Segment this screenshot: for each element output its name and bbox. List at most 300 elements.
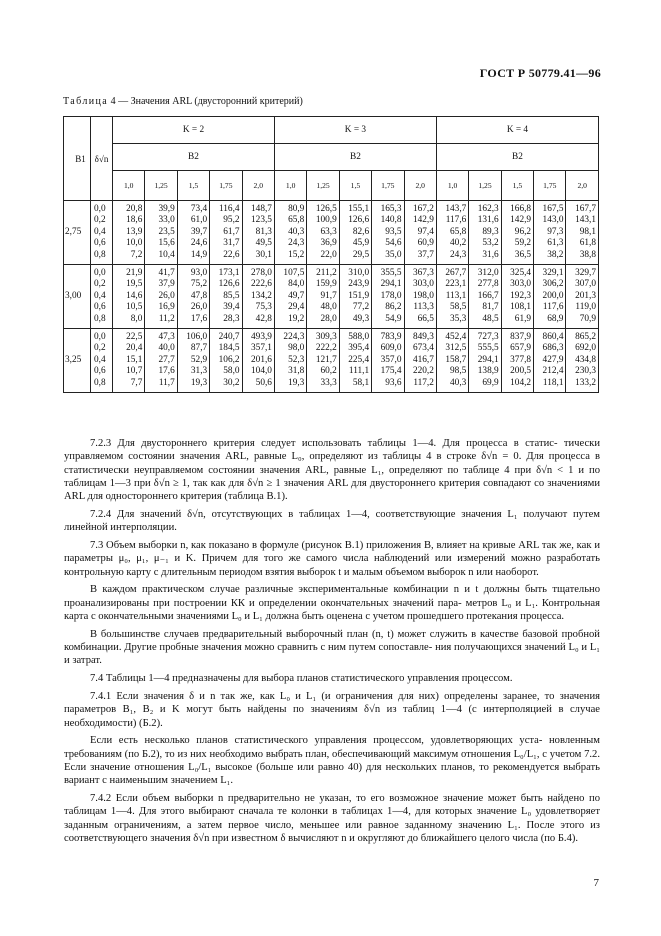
arl-value: 201,3 [575, 290, 596, 301]
arl-values-cell [372, 329, 404, 393]
arl-value: 126,5 [315, 204, 337, 214]
arl-value: 10,4 [158, 249, 175, 260]
b2-value: 2,0 [242, 171, 274, 201]
arl-values-cell [177, 201, 209, 265]
arl-values-cell [307, 329, 339, 393]
arl-value: 49,7 [288, 290, 305, 301]
delta-value: 0,2 [94, 215, 106, 226]
arl-value: 294,1 [380, 279, 402, 290]
table-row [64, 201, 599, 265]
paragraph-practical-cases [64, 583, 600, 623]
arl-value: 225,4 [348, 354, 370, 365]
delta-value: 0,6 [94, 366, 106, 377]
text-line: метров L₀ и L₁. Контрольная карта с окончательными значениями L₀ и L₁ должна быть оценена с [64, 597, 601, 623]
arl-value: 860,4 [542, 332, 564, 343]
header-row-b2 [64, 144, 599, 171]
arl-value: 865,2 [575, 332, 596, 343]
arl-value: 367,3 [412, 268, 434, 279]
arl-value: 39,9 [158, 204, 175, 214]
arl-values-cell [177, 265, 209, 329]
arl-value: 155,1 [348, 204, 370, 214]
arl-value: 24,3 [450, 249, 467, 260]
arl-value: 10,5 [126, 302, 143, 313]
delta-value: 0,0 [94, 332, 106, 343]
text-line: новленным требованиям (по Б.2), то из них необходимо выбрать план, обеспечивающий максимум [64, 735, 600, 760]
arl-value: 54,6 [385, 238, 402, 249]
b2-value: 1,25 [307, 171, 339, 201]
arl-values-cell [339, 201, 371, 265]
delta-value: 0,4 [94, 226, 106, 237]
arl-value: 16,9 [158, 302, 175, 313]
arl-value: 588,0 [348, 332, 370, 343]
arl-value: 66,5 [417, 313, 434, 324]
arl-value: 306,2 [542, 279, 564, 290]
arl-value: 167,2 [412, 204, 434, 214]
arl-value: 166,7 [477, 290, 499, 301]
arl-value: 167,7 [575, 204, 596, 214]
text-line: значение L₀ удовлетворяет заданным ограничениям, а затем первое число, меньшее или равное [64, 806, 600, 831]
arl-value: 75,2 [190, 279, 208, 290]
arl-value: 143,7 [445, 204, 467, 214]
arl-value: 113,1 [445, 290, 467, 301]
delta-values [91, 201, 113, 265]
arl-value: 48,5 [482, 313, 499, 324]
arl-value: 19,3 [190, 377, 208, 388]
arl-value: 30,1 [255, 249, 272, 260]
arl-value: 77,2 [352, 302, 370, 313]
arl-value: 45,9 [352, 238, 370, 249]
arl-value: 31,8 [288, 366, 305, 377]
arl-value: 7,7 [130, 377, 143, 388]
standard-code: ГОСТ Р 50779.41—96 [479, 66, 601, 80]
arl-value: 377,8 [510, 354, 532, 365]
paragraph-7-4-1 [64, 690, 600, 730]
arl-values-cell [501, 329, 533, 393]
text-line: значения параметров B₁, B₂ и K могут быть найдены по значениям δ√n из таблиц 1—4 (с интерполяцией [64, 691, 600, 716]
arl-value: 10,7 [126, 366, 143, 377]
table-row [64, 265, 599, 329]
arl-value: 95,2 [223, 215, 240, 226]
arl-values-cell [469, 329, 501, 393]
arl-value: 107,5 [283, 268, 305, 279]
arl-value: 48,0 [320, 302, 337, 313]
b1-header: B1 [64, 117, 91, 201]
arl-values-cell [404, 265, 436, 329]
arl-values-cell [534, 201, 566, 265]
arl-value: 303,0 [510, 279, 532, 290]
arl-values-cell [307, 265, 339, 329]
arl-value: 80,9 [288, 204, 305, 214]
delta-value: 0,8 [94, 377, 106, 388]
b2-value: 2,0 [566, 171, 599, 201]
arl-value: 29,5 [352, 249, 370, 260]
arl-values-cell [145, 265, 177, 329]
header-row-b2-values [64, 171, 599, 201]
header-row-k [64, 117, 599, 144]
arl-value: 201,6 [251, 354, 272, 365]
b2-value: 1,5 [177, 171, 209, 201]
text-line: определяют по таблице 4 при δ√n < 1 и по таблицам 1—3 при δ√n ≥ 1, так как для δ√n ≥ 1 [64, 464, 600, 489]
arl-value: 98,5 [450, 366, 467, 377]
arl-value: 63,3 [320, 226, 337, 237]
arl-value: 85,5 [223, 290, 240, 301]
b2-value: 1,5 [339, 171, 371, 201]
arl-value: 40,3 [450, 377, 467, 388]
arl-value: 220,2 [412, 366, 434, 377]
text-line: Если есть несколько планов статистического управления процессом, удовлетворяющих уста- [90, 735, 543, 747]
k-group-header: K = 3 [274, 117, 436, 144]
arl-value: 134,2 [251, 290, 272, 301]
arl-value: 329,7 [575, 268, 596, 279]
arl-value: 40,0 [158, 343, 175, 354]
arl-value: 23,5 [158, 226, 175, 237]
arl-value: 657,9 [510, 343, 532, 354]
arl-value: 91,7 [320, 290, 337, 301]
arl-value: 38,8 [579, 249, 596, 260]
arl-values-cell [534, 329, 566, 393]
arl-value: 142,9 [510, 215, 532, 226]
delta-value: 0,6 [94, 302, 106, 313]
b2-label: B2 [436, 144, 598, 171]
arl-values-cell [274, 201, 306, 265]
arl-value: 40,2 [450, 238, 467, 249]
table-caption-number: 4 [110, 96, 116, 107]
arl-value: 15,2 [288, 249, 305, 260]
arl-value: 53,2 [482, 238, 499, 249]
arl-values-cell [501, 201, 533, 265]
arl-values-cell [242, 201, 274, 265]
arl-value: 118,1 [542, 377, 564, 388]
arl-value: 17,6 [158, 366, 175, 377]
arl-value: 20,8 [126, 204, 143, 214]
b2-value: 2,0 [404, 171, 436, 201]
delta-value: 0,4 [94, 354, 106, 365]
arl-value: 173,1 [218, 268, 240, 279]
arl-value: 93,0 [190, 268, 208, 279]
arl-value: 24,3 [288, 238, 305, 249]
arl-value: 310,0 [348, 268, 370, 279]
arl-value: 277,8 [477, 279, 499, 290]
arl-value: 98,1 [579, 226, 596, 237]
arl-value: 325,4 [510, 268, 532, 279]
arl-value: 278,0 [251, 268, 272, 279]
arl-value: 117,2 [413, 377, 434, 388]
arl-value: 8,0 [130, 313, 143, 324]
arl-value: 10,0 [126, 238, 143, 249]
arl-value: 65,8 [450, 226, 467, 237]
arl-values-cell [372, 265, 404, 329]
arl-value: 555,5 [477, 343, 499, 354]
arl-value: 178,0 [380, 290, 402, 301]
arl-value: 28,0 [320, 313, 337, 324]
paragraph-base-plan [64, 628, 600, 668]
delta-values [91, 329, 113, 393]
text-line: В большинстве случаев предварительный выборочный план (n, t) может служить в качестве [90, 628, 519, 640]
b2-value: 1,75 [210, 171, 242, 201]
arl-value: 65,8 [288, 215, 305, 226]
text-line: нескольких планов, то рекомендуется выбрать вариант с наименьшим значением L₁. [64, 762, 600, 787]
arl-value: 200,0 [542, 290, 564, 301]
text-line: 7.3 Объем выборки n, как показано в формуле (рисунок В.1) приложения В, влияет на кривые [90, 540, 516, 552]
arl-value: 19,3 [288, 377, 305, 388]
b2-value: 1,0 [113, 171, 145, 201]
text-line: ARL так же, как и параметры μ₀, μ₁, μ₋₁ и K. Причем для того же самого числа наблюдений или [64, 540, 601, 565]
arl-value: 165,3 [380, 204, 402, 214]
arl-value: 111,1 [348, 366, 370, 377]
arl-value: 158,7 [445, 354, 467, 365]
arl-value: 89,3 [482, 226, 499, 237]
arl-value: 15,6 [158, 238, 175, 249]
delta-value: 0,2 [94, 343, 106, 354]
text-line: заданному значению L₁. После этого из соответствующего значения δ√n при известном δ вычисляют [64, 819, 600, 845]
arl-values-cell [436, 265, 468, 329]
arl-value: 116,4 [218, 204, 240, 214]
b2-label: B2 [113, 144, 275, 171]
arl-value: 31,3 [190, 366, 208, 377]
arl-values-cell [113, 201, 145, 265]
arl-values-cell [566, 201, 599, 265]
arl-value: 17,6 [190, 313, 208, 324]
arl-value: 131,6 [477, 215, 499, 226]
arl-value: 19,5 [126, 279, 143, 290]
arl-values-cell [210, 265, 242, 329]
text-line: тически управляемом состоянии значения ARL, равные L₀, определяют из таблицы 4 в строке [64, 438, 600, 463]
arl-value: 138,9 [477, 366, 499, 377]
arl-value: 22,0 [320, 249, 337, 260]
arl-value: 106,0 [186, 332, 208, 343]
arl-value: 29,4 [288, 302, 305, 313]
arl-value: 108,1 [510, 302, 532, 313]
b1-value: 3,25 [64, 329, 91, 393]
arl-value: 303,0 [412, 279, 434, 290]
table-row [64, 329, 599, 393]
arl-value: 312,5 [445, 343, 467, 354]
arl-value: 21,9 [126, 268, 143, 279]
text-line: 7.4 Таблицы 1—4 предназначены для выбора планов статистического управления процессом. [90, 673, 513, 685]
arl-value: 267,7 [445, 268, 467, 279]
arl-value: 61,8 [579, 238, 596, 249]
arl-value: 133,2 [575, 377, 596, 388]
text-line: в случае необходимости) (Б.2). [64, 704, 600, 729]
arl-value: 22,6 [223, 249, 240, 260]
arl-values-cell [339, 265, 371, 329]
text-line: критерия (таблица В.1). [180, 491, 288, 503]
arl-value: 243,9 [348, 279, 370, 290]
b2-value: 1,0 [274, 171, 306, 201]
delta-values [91, 265, 113, 329]
arl-value: 41,7 [158, 268, 175, 279]
arl-value: 416,7 [412, 354, 434, 365]
arl-value: 140,8 [380, 215, 402, 226]
arl-values-cell [242, 265, 274, 329]
arl-value: 294,1 [477, 354, 499, 365]
arl-value: 37,9 [158, 279, 175, 290]
arl-value: 312,0 [477, 268, 499, 279]
arl-values-cell [210, 329, 242, 393]
b2-value: 1,25 [145, 171, 177, 201]
arl-value: 20,4 [126, 343, 143, 354]
arl-value: 240,7 [218, 332, 240, 343]
arl-value: 98,0 [288, 343, 305, 354]
arl-values-cell [469, 201, 501, 265]
arl-value: 60,9 [417, 238, 434, 249]
k-group-header: K = 2 [113, 117, 275, 144]
arl-value: 30,2 [223, 377, 240, 388]
arl-value: 38,2 [547, 249, 564, 260]
arl-value: 97,4 [417, 226, 434, 237]
arl-values-cell [274, 265, 306, 329]
arl-value: 166,8 [510, 204, 532, 214]
page-number: 7 [593, 877, 599, 889]
paragraph-7-4-2 [64, 792, 600, 845]
arl-value: 212,4 [542, 366, 564, 377]
arl-value: 434,8 [575, 354, 596, 365]
arl-value: 39,7 [190, 226, 208, 237]
arl-value: 355,5 [380, 268, 402, 279]
arl-value: 309,3 [315, 332, 337, 343]
arl-value: 58,1 [352, 377, 370, 388]
arl-value: 837,9 [510, 332, 532, 343]
text-line: отношения L₀/L₁, с учетом 7.2. Если значение отношения L₀/L₁ высокое (больше или равно 40) для [64, 748, 600, 774]
text-line: 7.2.4 Для значений δ√n, отсутствующих в таблицах 1—4, соответствующие значения L₁ [90, 508, 518, 520]
arl-values-cell [404, 201, 436, 265]
text-line: δ√n = 0. Для процесса в статистически неуправляемом состоянии значения ARL, равные L₁, [64, 451, 600, 476]
arl-value: 427,9 [542, 354, 564, 365]
paragraph-several-plans [64, 734, 600, 787]
arl-value: 175,4 [380, 366, 402, 377]
arl-value: 97,3 [547, 226, 564, 237]
arl-values-cell [113, 329, 145, 393]
arl-value: 692,0 [575, 343, 596, 354]
arl-value: 86,2 [385, 302, 402, 313]
text-line: ния получающихся значений L₀ и L₁ и затрат. [64, 642, 600, 667]
text-line: объемом выборок n или наоборот. [385, 566, 539, 578]
arl-value: 113,3 [413, 302, 434, 313]
arl-value: 49,5 [255, 238, 272, 249]
arl-value: 493,9 [251, 332, 272, 343]
arl-value: 223,1 [445, 279, 467, 290]
text-line: 7.4.2 Если объем выборки n предварительно не указан, то его возможное значение может быть [90, 793, 543, 805]
paragraph-7-2-3 [64, 437, 600, 503]
arl-value: 52,9 [190, 354, 208, 365]
arl-value: 42,8 [255, 313, 272, 324]
text-line: учетом прошедшего протекания процесса. [372, 611, 565, 623]
b2-value: 1,25 [469, 171, 501, 201]
arl-values-cell [307, 201, 339, 265]
arl-value: 58,5 [450, 302, 467, 313]
delta-value: 0,8 [94, 249, 106, 260]
arl-values-cell [501, 265, 533, 329]
arl-value: 211,2 [316, 268, 337, 279]
arl-value: 151,9 [348, 290, 370, 301]
arl-values-cell [274, 329, 306, 393]
paragraph-7-4 [64, 672, 600, 685]
arl-value: 33,3 [320, 377, 337, 388]
arl-value: 73,4 [190, 204, 208, 214]
arl-value: 75,3 [255, 302, 272, 313]
arl-value: 117,6 [445, 215, 467, 226]
arl-value: 106,2 [218, 354, 240, 365]
arl-value: 26,0 [158, 290, 175, 301]
b1-value: 3,00 [64, 265, 91, 329]
text-line: значения ARL для двустороннего критерия совпадают со значениями ARL для одностороннего [64, 477, 600, 503]
arl-value: 93,5 [385, 226, 402, 237]
arl-value: 81,3 [255, 226, 272, 237]
arl-values-cell [339, 329, 371, 393]
text-line: В каждом практическом случае различные экспериментальные комбинации n и t должны быть [90, 584, 547, 596]
arl-value: 148,7 [251, 204, 272, 214]
paragraph-7-3 [64, 539, 600, 579]
arl-value: 69,9 [482, 377, 499, 388]
arl-value: 121,7 [315, 354, 337, 365]
arl-value: 452,4 [445, 332, 467, 343]
table-caption [63, 96, 303, 107]
arl-value: 35,3 [450, 313, 467, 324]
arl-value: 123,5 [251, 215, 272, 226]
text-line: получают путем линейной интерполяции. [64, 508, 600, 534]
arl-value: 61,7 [223, 226, 240, 237]
arl-values-cell [242, 329, 274, 393]
arl-value: 39,4 [223, 302, 240, 313]
arl-values-cell [145, 329, 177, 393]
arl-table [63, 116, 599, 393]
arl-value: 7,2 [130, 249, 143, 260]
text-line: 7.4.1 Если значения δ и n так же, как L₀ и L₁ (и ограничения для них) определены заранее, то [90, 691, 555, 703]
arl-value: 47,8 [190, 290, 208, 301]
arl-value: 61,3 [547, 238, 564, 249]
k-group-header: K = 4 [436, 117, 598, 144]
arl-value: 222,6 [251, 279, 272, 290]
delta-value: 0,8 [94, 313, 106, 324]
arl-value: 61,0 [190, 215, 208, 226]
arl-values-cell [566, 265, 599, 329]
arl-value: 198,0 [412, 290, 434, 301]
arl-value: 222,2 [315, 343, 337, 354]
delta-value: 0,4 [94, 290, 106, 301]
arl-value: 357,1 [251, 343, 272, 354]
arl-value: 87,7 [190, 343, 208, 354]
arl-values-cell [372, 201, 404, 265]
delta-value: 0,6 [94, 238, 106, 249]
arl-value: 11,7 [158, 377, 175, 388]
arl-value: 27,7 [158, 354, 175, 365]
arl-value: 58,0 [223, 366, 240, 377]
text-line: найдено по таблицам 1—4. Для этого выбирают сначала те колонки в таблицах 1—4, для которых [64, 793, 600, 818]
text-line: измерений можно разработать контрольную карту с длительным периодом взятия выборок t и малым [64, 553, 600, 578]
arl-value: 727,3 [477, 332, 499, 343]
arl-value: 142,9 [412, 215, 434, 226]
arl-value: 159,9 [315, 279, 337, 290]
arl-value: 119,0 [575, 302, 596, 313]
arl-value: 37,7 [417, 249, 434, 260]
arl-value: 104,2 [510, 377, 532, 388]
arl-value: 28,3 [223, 313, 240, 324]
arl-value: 167,5 [542, 204, 564, 214]
arl-value: 61,9 [514, 313, 532, 324]
arl-value: 126,6 [218, 279, 240, 290]
arl-value: 224,3 [283, 332, 305, 343]
arl-values-cell [210, 201, 242, 265]
b2-value: 1,75 [534, 171, 566, 201]
arl-value: 307,0 [575, 279, 596, 290]
arl-value: 18,6 [126, 215, 143, 226]
arl-value: 31,6 [482, 249, 499, 260]
b2-value: 1,5 [501, 171, 533, 201]
arl-value: 673,4 [412, 343, 434, 354]
arl-value: 143,1 [575, 215, 596, 226]
arl-value: 14,9 [190, 249, 208, 260]
table-caption-title: — Значения ARL (двусторонний критерий) [118, 96, 303, 107]
